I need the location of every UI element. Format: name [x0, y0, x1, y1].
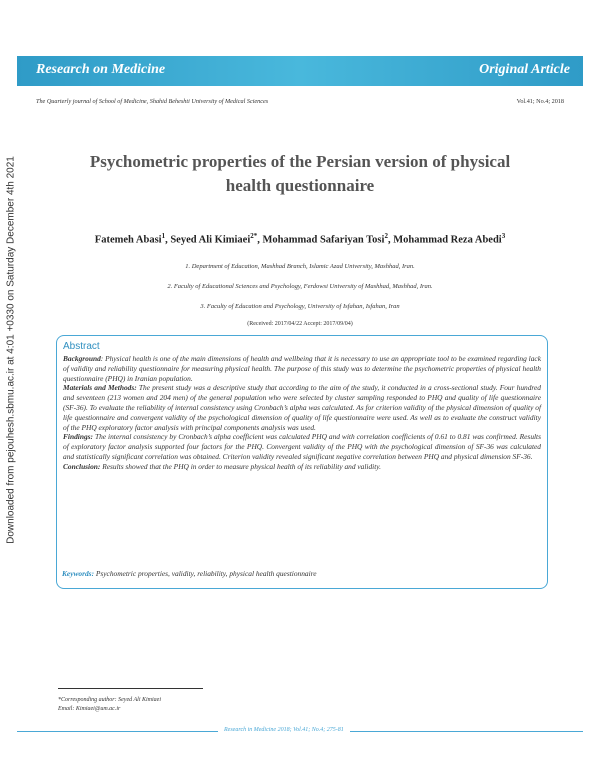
- article-type: Original Article: [479, 62, 570, 77]
- abstract-methods: [63, 383, 541, 432]
- background-text: : Physical health is one of the main dimensions of health and wellbeing that it is necessary to use an appropriate tool to be examined regarding lack of validity and reliability questionnaire for measuring physical health. The purpose of this study was to determine the psychometric properties of physical health questionnaire (PHQ) in Iranian population.: [63, 354, 541, 383]
- author-affil-mark: 1: [161, 232, 166, 240]
- abstract-background: [63, 354, 541, 383]
- abstract-title: Abstract: [63, 341, 100, 352]
- footnote-rule: [58, 688, 203, 689]
- paper-title: [60, 150, 540, 198]
- journal-volume: Vol.41; No.4; 2018: [516, 98, 564, 105]
- abstract-box: [56, 335, 548, 589]
- journal-name: Research on Medicine: [36, 62, 166, 77]
- author-name: Mohammad Reza Abedi: [393, 234, 502, 246]
- keywords-label: Keywords:: [62, 569, 95, 578]
- affiliation-3: 3. Faculty of Education and Psychology, University of Isfahan, Isfahan, Iran: [200, 303, 400, 310]
- keywords-text: Psychometric properties, validity, reliability, physical health questionnaire: [94, 569, 317, 578]
- affiliation-1: 1. Department of Education, Mashhad Branch, Islamic Azad University, Mashhad, Iran.: [185, 263, 415, 270]
- journal-banner: [17, 56, 583, 86]
- abstract-conclusion: [63, 462, 541, 472]
- footer-citation: Research in Medicine 2018; Vol.41; No.4; 275-81: [218, 727, 350, 733]
- methods-label: Materials and Methods:: [63, 383, 137, 393]
- conclusion-label: Conclusion:: [63, 461, 101, 471]
- received-dates: (Received: 2017/04/22 Accept: 2017/09/04): [247, 321, 353, 327]
- download-stamp-text: Downloaded from pejouhesh.sbmu.ac.ir at 4:01 +0330 on Saturday December 4th 2021: [5, 156, 17, 544]
- author-name: Mohammad Safariyan Tosi: [262, 234, 385, 246]
- abstract-findings: [63, 432, 541, 461]
- corresponding-email: Email: Kimiaei@um.ac.ir: [58, 706, 121, 712]
- corresponding-author: Corresponding author: Seyed Ali Kimiaei: [61, 697, 161, 703]
- methods-text: The present study was a descriptive study that according to the aim of the study, it conducted in a cross-sectional study. Four hundred and seventeen (213 women and 204 men) of the general population who were selected by cluster sampling responded to PHQ and quality of life questionnaire (SF-36). To evaluate the reliability of internal consistency using Cronbach’s alpha was calculated. As for criterion validity of the physical dimension of quality of life questionnaire and convergent validity of the psychological dimension of quality of life questionnaire were used. As well as to evaluate the construct validity of the PHQ exploratory factor analysis with principal components analysis was used.: [63, 383, 541, 432]
- findings-text: The internal consistency by Cronbach’s alpha coefficient was calculated PHQ and with correlation coefficients of 0.61 to 0.81 was confirmed. Results of exploratory factor analysis supported four factors for the PHQ. Convergent validity of the PHQ with the psychological dimension of SF-36 was calculated and statistically significant correlation was obtained. Criterion validity revealed significant negative correlation between PHQ and physical dimension SF-36.: [63, 432, 541, 461]
- affiliation-2: 2. Faculty of Educational Sciences and Psychology, Ferdowsi University of Mashhad, Mashhad, Iran.: [167, 283, 433, 290]
- author-affil-mark: 2: [384, 232, 388, 240]
- author-affil-mark: 3: [501, 232, 506, 240]
- keywords: [62, 569, 317, 578]
- author-affil-mark: 2*: [250, 232, 258, 240]
- paper-title-line1: Psychometric properties of the Persian version of physical: [89, 152, 511, 171]
- author-name: Fatemeh Abasi: [94, 234, 162, 246]
- journal-quarterly: The Quarterly journal of School of Medicine, Shahid Beheshti University of Medical Sciences: [36, 98, 269, 105]
- conclusion-text: Results showed that the PHQ in order to measure physical health of its reliability and validity.: [100, 461, 381, 471]
- download-stamp: [3, 140, 19, 560]
- background-label: Background: [63, 354, 101, 363]
- author-list: Fatemeh Abasi$^1$, Seyed Ali Kimiaei$^{2*}$, Mohammad Safariyan Tosi$^2$, Mohammad Reza Abedi$^3$: [94, 232, 506, 246]
- author-name: Seyed Ali Kimiaei: [170, 234, 251, 246]
- abstract-body: [63, 354, 541, 472]
- footnote: *Corresponding author: Seyed Ali Kimiaei Email: Kimiaei@um.ac.ir: [58, 697, 161, 712]
- journal-subline: [36, 98, 564, 105]
- findings-label: Findings:: [63, 432, 93, 442]
- paper-title-line2: health questionnaire: [225, 176, 375, 195]
